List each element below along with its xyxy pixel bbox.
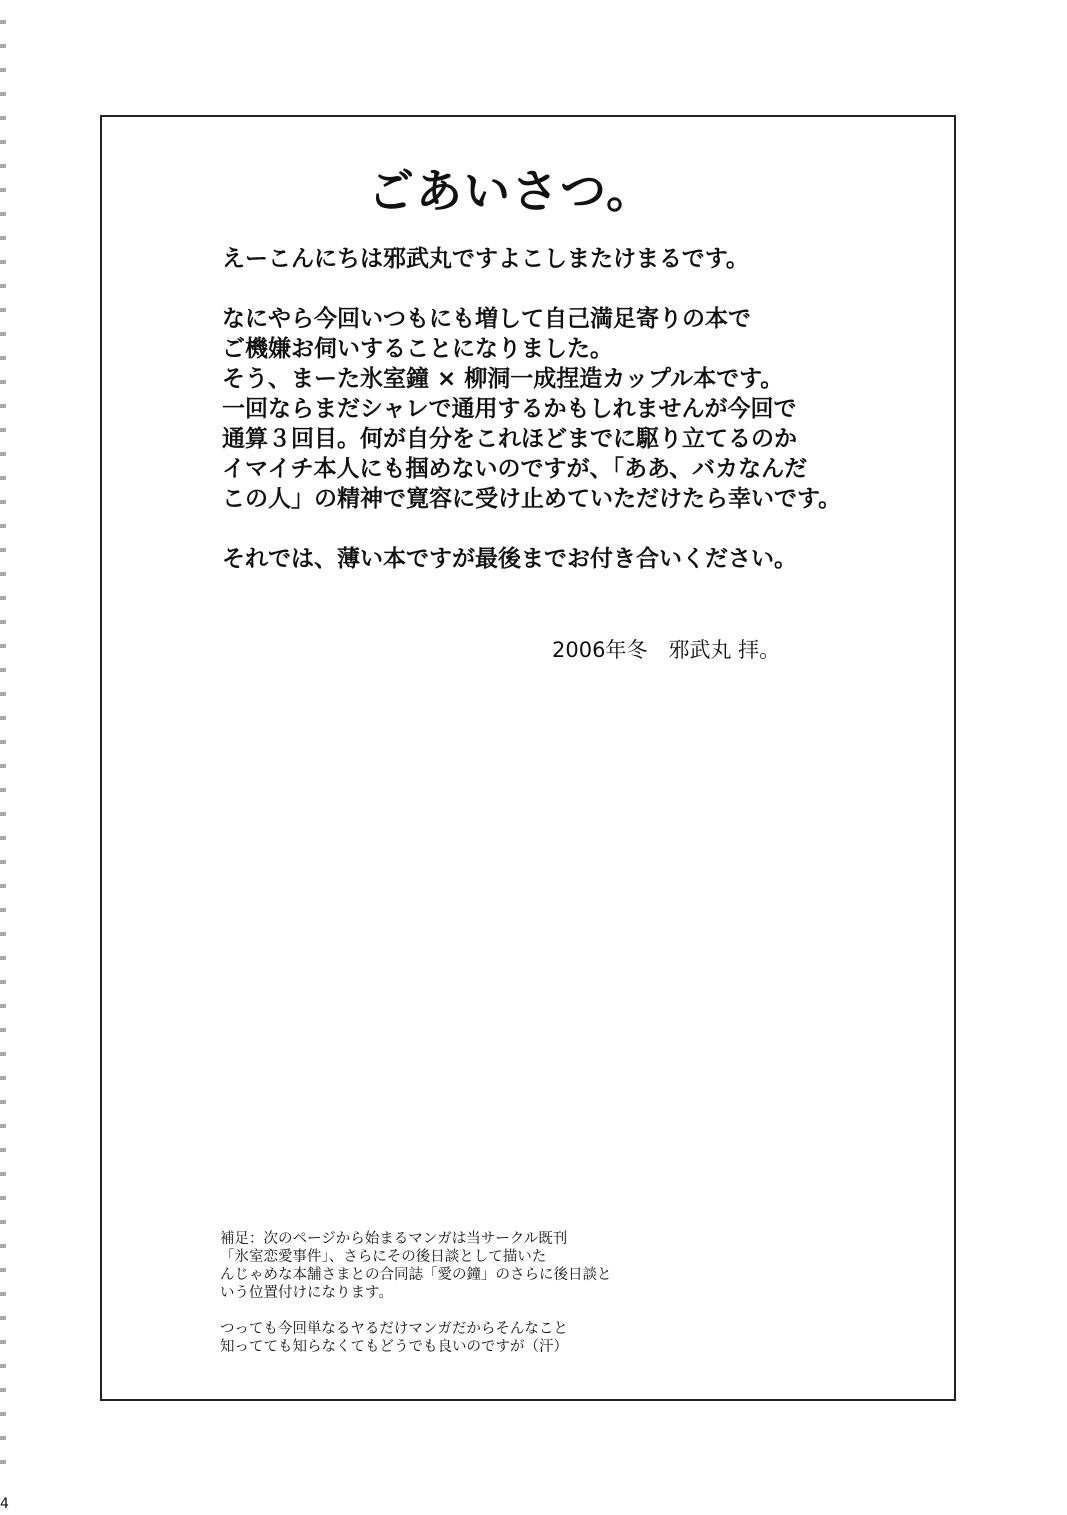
line: 知ってても知らなくてもどうでも良いのですが（汗） (220, 1339, 568, 1355)
line: んじゃめな本舗さまとの合同誌「愛の鐘」のさらに後日談と (220, 1267, 612, 1283)
binding-edge (0, 0, 6, 1480)
line: つっても今回単なるヤるだけマンガだからそんなこと (220, 1321, 568, 1337)
greeting-body (222, 244, 841, 604)
line: えーこんにちは邪武丸ですよこしまたけまるです。 (222, 246, 749, 272)
line: 通算３回目。何が自分をこれほどまでに駆り立てるのか (222, 426, 797, 452)
line: いう位置付けになります。 (220, 1285, 393, 1301)
paragraph (222, 544, 841, 574)
line: そう、まーた氷室鐘 × 柳洞一成捏造カップル本です。 (222, 366, 784, 392)
page-number: 4 (0, 1496, 9, 1512)
note-paragraph (220, 1230, 612, 1302)
page-title: ごあいさつ。 (368, 164, 655, 218)
paragraph (222, 304, 841, 514)
line: それでは、薄い本ですが最後までお付き合いください。 (222, 546, 797, 572)
line: なにやら今回いつもにも増して自己満足寄りの本で (222, 306, 751, 332)
footnote (220, 1230, 612, 1374)
line: 補足：次のページから始まるマンガは当サークル既刊 (220, 1231, 568, 1247)
note-paragraph (220, 1320, 612, 1356)
paragraph (222, 244, 841, 274)
line: イマイチ本人にも掴めないのですが、「ああ、バカなんだ (222, 456, 808, 482)
line: 「氷室恋愛事件」、さらにその後日談として描いた (220, 1249, 547, 1265)
line: この人」の精神で寛容に受け止めていただけたら幸いです。 (222, 486, 842, 512)
line: ご機嫌お伺いすることになりました。 (222, 336, 613, 362)
signature: 2006年冬 邪武丸 拝。 (552, 638, 781, 662)
line: 一回ならまだシャレで通用するかもしれませんが今回で (222, 396, 797, 422)
